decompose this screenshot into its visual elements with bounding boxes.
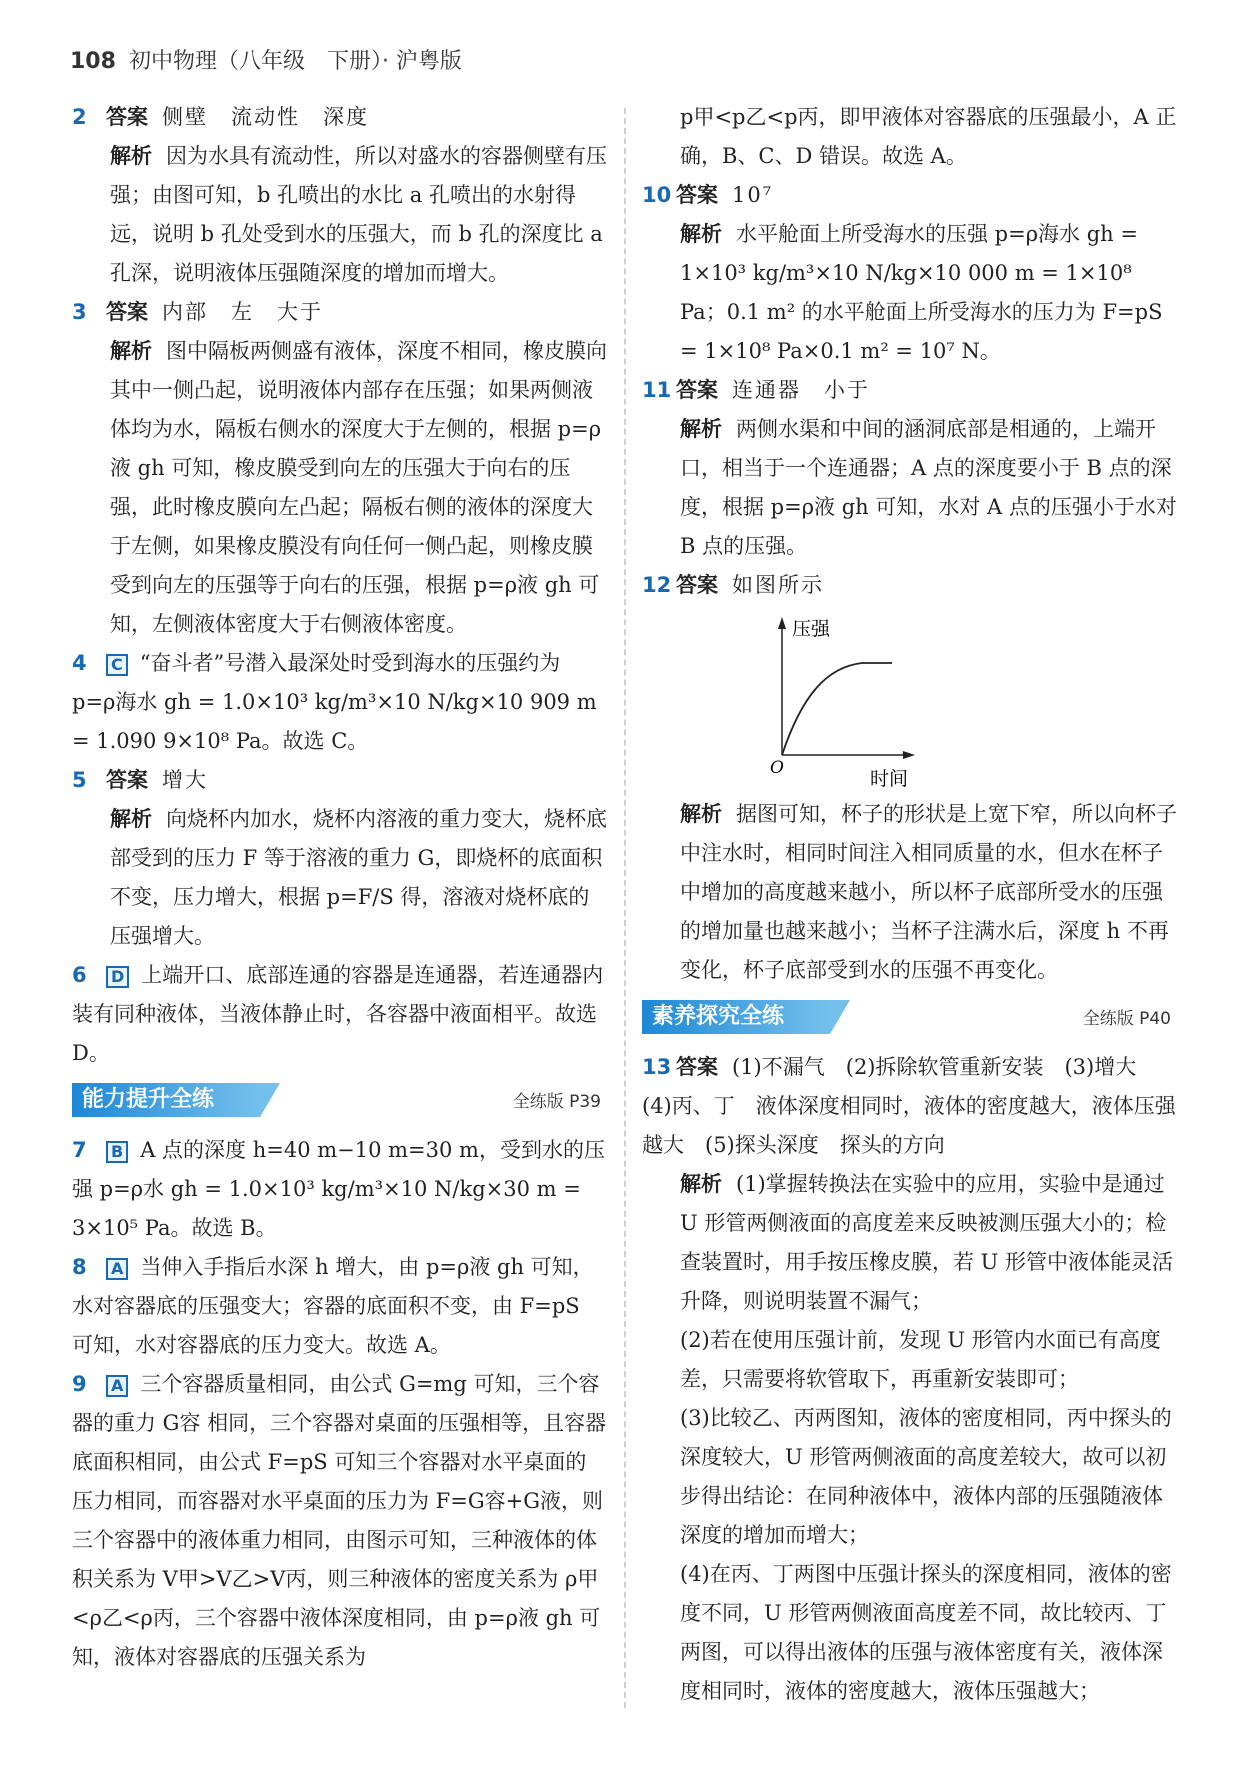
explain-label: 解析 xyxy=(110,339,152,363)
question-number: 11 xyxy=(642,378,672,402)
choice-badge: C xyxy=(106,654,128,676)
pressure-curve xyxy=(782,663,892,755)
choice-badge: A xyxy=(106,1375,128,1397)
question-number: 3 xyxy=(72,300,87,324)
answer-label: 答案 xyxy=(106,768,148,792)
section-ref: 全练版 P40 xyxy=(1082,1009,1171,1029)
graph-svg xyxy=(742,605,942,795)
explain-label: 解析 xyxy=(680,802,722,826)
question-number: 4 xyxy=(72,651,87,675)
left-column xyxy=(72,98,607,1677)
explain-text-1: (1)掌握转换法在实验中的应用，实验中是通过 U 形管两侧液面的高度差来反映被测压强大小的；检查装置时，用手按压橡皮膜，若 U 形管中液体能灵活升降，则说明装置不漏气； xyxy=(680,1172,1174,1313)
answer-label: 答案 xyxy=(676,1055,718,1079)
explain-label: 解析 xyxy=(680,417,722,441)
question-number: 10 xyxy=(642,183,672,207)
section-title: 素养探究全练 xyxy=(642,1000,830,1034)
answer-label: 答案 xyxy=(106,105,148,129)
x-axis-arrow xyxy=(903,751,915,759)
page-header xyxy=(70,44,462,75)
question-text: 三个容器质量相同，由公式 G=mg 可知，三个容器的重力 G容 相同，三个容器对桌面的压强相等，且容器底面积相同，由公式 F=pS 可知三个容器对水平桌面的压力相同，而容器对水平桌面的压力为 F=G容+G液，则三个容器中的液体重力相同，由图示可知，三种液体的体积关系为 V甲>V乙>V丙，则三种液体的密度关系为 ρ甲<ρ乙<ρ丙，三个容器中液体深度相同，由 p=ρ液 gh 可知，液体对容器底的压强关系为 xyxy=(72,1372,607,1669)
question-3 xyxy=(72,293,607,644)
pressure-time-graph xyxy=(742,605,1177,795)
question-number: 6 xyxy=(72,963,87,987)
right-column xyxy=(642,98,1177,1711)
question-11 xyxy=(642,371,1177,566)
section-banner-literacy xyxy=(642,998,1177,1036)
answer-text: 内部 左 大于 xyxy=(162,300,323,324)
explain-text: 两侧水渠和中间的涵洞底部是相通的，上端开口，相当于一个连通器；A 点的深度要小于 B 点的深度，根据 p=ρ液 gh 可知，水对 A 点的压强小于水对 B 点的压强。 xyxy=(680,417,1177,558)
question-text: A 点的深度 h=40 m−10 m=30 m，受到水的压强 p=ρ水 gh = 1.0×10³ kg/m³×10 N/kg×30 m = 3×10⁵ Pa。故选 B。 xyxy=(72,1138,605,1240)
explain-label: 解析 xyxy=(110,807,152,831)
page-number: 108 xyxy=(70,49,116,74)
answer-label: 答案 xyxy=(106,300,148,324)
explain-text-3: (3)比较乙、丙两图知，液体的密度相同，丙中探头的深度较大，U 形管两侧液面的高度差较大，故可以初步得出结论：在同种液体中，液体内部的压强随液体深度的增加而增大； xyxy=(680,1406,1172,1547)
question-text: 当伸入手指后水深 h 增大，由 p=ρ液 gh 可知，水对容器底的压强变大；容器的底面积不变，由 F=pS 可知，水对容器底的压力变大。故选 A。 xyxy=(72,1255,594,1357)
question-12 xyxy=(642,566,1177,990)
question-number: 12 xyxy=(642,573,672,597)
answer-text: 侧壁 流动性 深度 xyxy=(162,105,369,129)
question-9 xyxy=(72,1365,607,1677)
explain-label: 解析 xyxy=(680,222,722,246)
answer-label: 答案 xyxy=(676,183,718,207)
question-number: 13 xyxy=(642,1055,672,1079)
answer-label: 答案 xyxy=(676,573,718,597)
explain-text: 据图可知，杯子的形状是上宽下窄，所以向杯子中注水时，相同时间注入相同质量的水，但水在杯子中增加的高度越来越小，所以杯子底部所受水的压强的增加量也越来越小；当杯子注满水后，深度 h 不再变化，杯子底部受到水的压强不再变化。 xyxy=(680,802,1177,982)
question-7 xyxy=(72,1131,607,1248)
question-2 xyxy=(72,98,607,293)
choice-badge: D xyxy=(106,966,129,988)
explain-text-2: (2)若在使用压强计前，发现 U 形管内水面已有高度差，只需要将软管取下，再重新安装即可； xyxy=(680,1328,1161,1391)
explain-text: 图中隔板两侧盛有液体，深度不相同，橡皮膜向其中一侧凸起，说明液体内部存在压强；如果两侧液体均为水，隔板右侧水的深度大于左侧的，根据 p=ρ液 gh 可知，橡皮膜受到向左的压强大于向右的压强，此时橡皮膜向左凸起；隔板右侧的液体的深度大于左侧，如果橡皮膜没有向任何一侧凸起，则橡皮膜受到向左的压强等于向右的压强，根据 p=ρ液 gh 可知，左侧液体密度大于右侧液体密度。 xyxy=(110,339,607,636)
question-8 xyxy=(72,1248,607,1365)
y-axis-arrow xyxy=(778,617,786,629)
question-number: 8 xyxy=(72,1255,87,1279)
question-9-continued: p甲<p乙<p丙，即甲液体对容器底的压强最小，A 正确，B、C、D 错误。故选 A。 xyxy=(680,105,1177,168)
answer-text: 增大 xyxy=(162,768,208,792)
question-text: 上端开口、底部连通的容器是连通器，若连通器内装有同种液体，当液体静止时，各容器中液面相平。故选 D。 xyxy=(72,963,604,1065)
section-banner-ability xyxy=(72,1081,607,1119)
answer-text: (1)不漏气 (2)拆除软管重新安装 (3)增大 (4)丙、丁 液体深度相同时，液体的密度越大，液体压强越大 (5)探头深度 探头的方向 xyxy=(642,1055,1176,1157)
x-axis-label: 时间 xyxy=(870,768,909,790)
explain-text-4: (4)在丙、丁两图中压强计探头的深度相同，液体的密度不同，U 形管两侧液面高度差不同，故比较丙、丁两图，可以得出液体的压强与液体密度有关，液体深度相同时，液体的密度越大，液体压强越大； xyxy=(680,1562,1172,1703)
origin-label: O xyxy=(770,758,784,778)
explain-label: 解析 xyxy=(680,1172,722,1196)
question-6 xyxy=(72,956,607,1073)
explain-text: 因为水具有流动性，所以对盛水的容器侧壁有压强；由图可知，b 孔喷出的水比 a 孔喷出的水射得远，说明 b 孔处受到水的压强大，而 b 孔的深度比 a 孔深，说明液体压强随深度的增加而增大。 xyxy=(110,144,607,285)
explain-label: 解析 xyxy=(110,144,152,168)
question-number: 2 xyxy=(72,105,87,129)
choice-badge: B xyxy=(106,1141,128,1163)
explain-text: 水平舱面上所受海水的压强 p=ρ海水 gh = 1×10³ kg/m³×10 N/kg×10 000 m = 1×10⁸ Pa；0.1 m² 的水平舱面上所受海水的压力为 F=pS = 1×10⁸ Pa×0.1 m² = 10⁷ N。 xyxy=(680,222,1163,363)
y-axis-label: 压强 xyxy=(792,618,831,640)
column-divider xyxy=(624,108,626,1708)
question-13 xyxy=(642,1048,1177,1711)
question-10 xyxy=(642,176,1177,371)
answer-text: 10⁷ xyxy=(732,183,774,207)
section-title: 能力提升全练 xyxy=(72,1083,260,1117)
question-number: 5 xyxy=(72,768,87,792)
question-5 xyxy=(72,761,607,956)
question-number: 7 xyxy=(72,1138,87,1162)
explain-text: 向烧杯内加水，烧杯内溶液的重力变大，烧杯底部受到的压力 F 等于溶液的重力 G，即烧杯的底面积不变，压力增大，根据 p=F/S 得，溶液对烧杯底的压强增大。 xyxy=(110,807,607,948)
book-title: 初中物理（八年级 下册）· 沪粤版 xyxy=(128,49,462,74)
answer-label: 答案 xyxy=(676,378,718,402)
answer-text: 连通器 小于 xyxy=(732,378,870,402)
question-number: 9 xyxy=(72,1372,87,1396)
section-ref: 全练版 P39 xyxy=(512,1092,601,1112)
question-text: “奋斗者”号潜入最深处时受到海水的压强约为 p=ρ海水 gh = 1.0×10³ kg/m³×10 N/kg×10 909 m = 1.090 9×10⁸ Pa。故选 C。 xyxy=(72,651,597,753)
question-4 xyxy=(72,644,607,761)
choice-badge: A xyxy=(106,1258,128,1280)
answer-text: 如图所示 xyxy=(732,573,824,597)
